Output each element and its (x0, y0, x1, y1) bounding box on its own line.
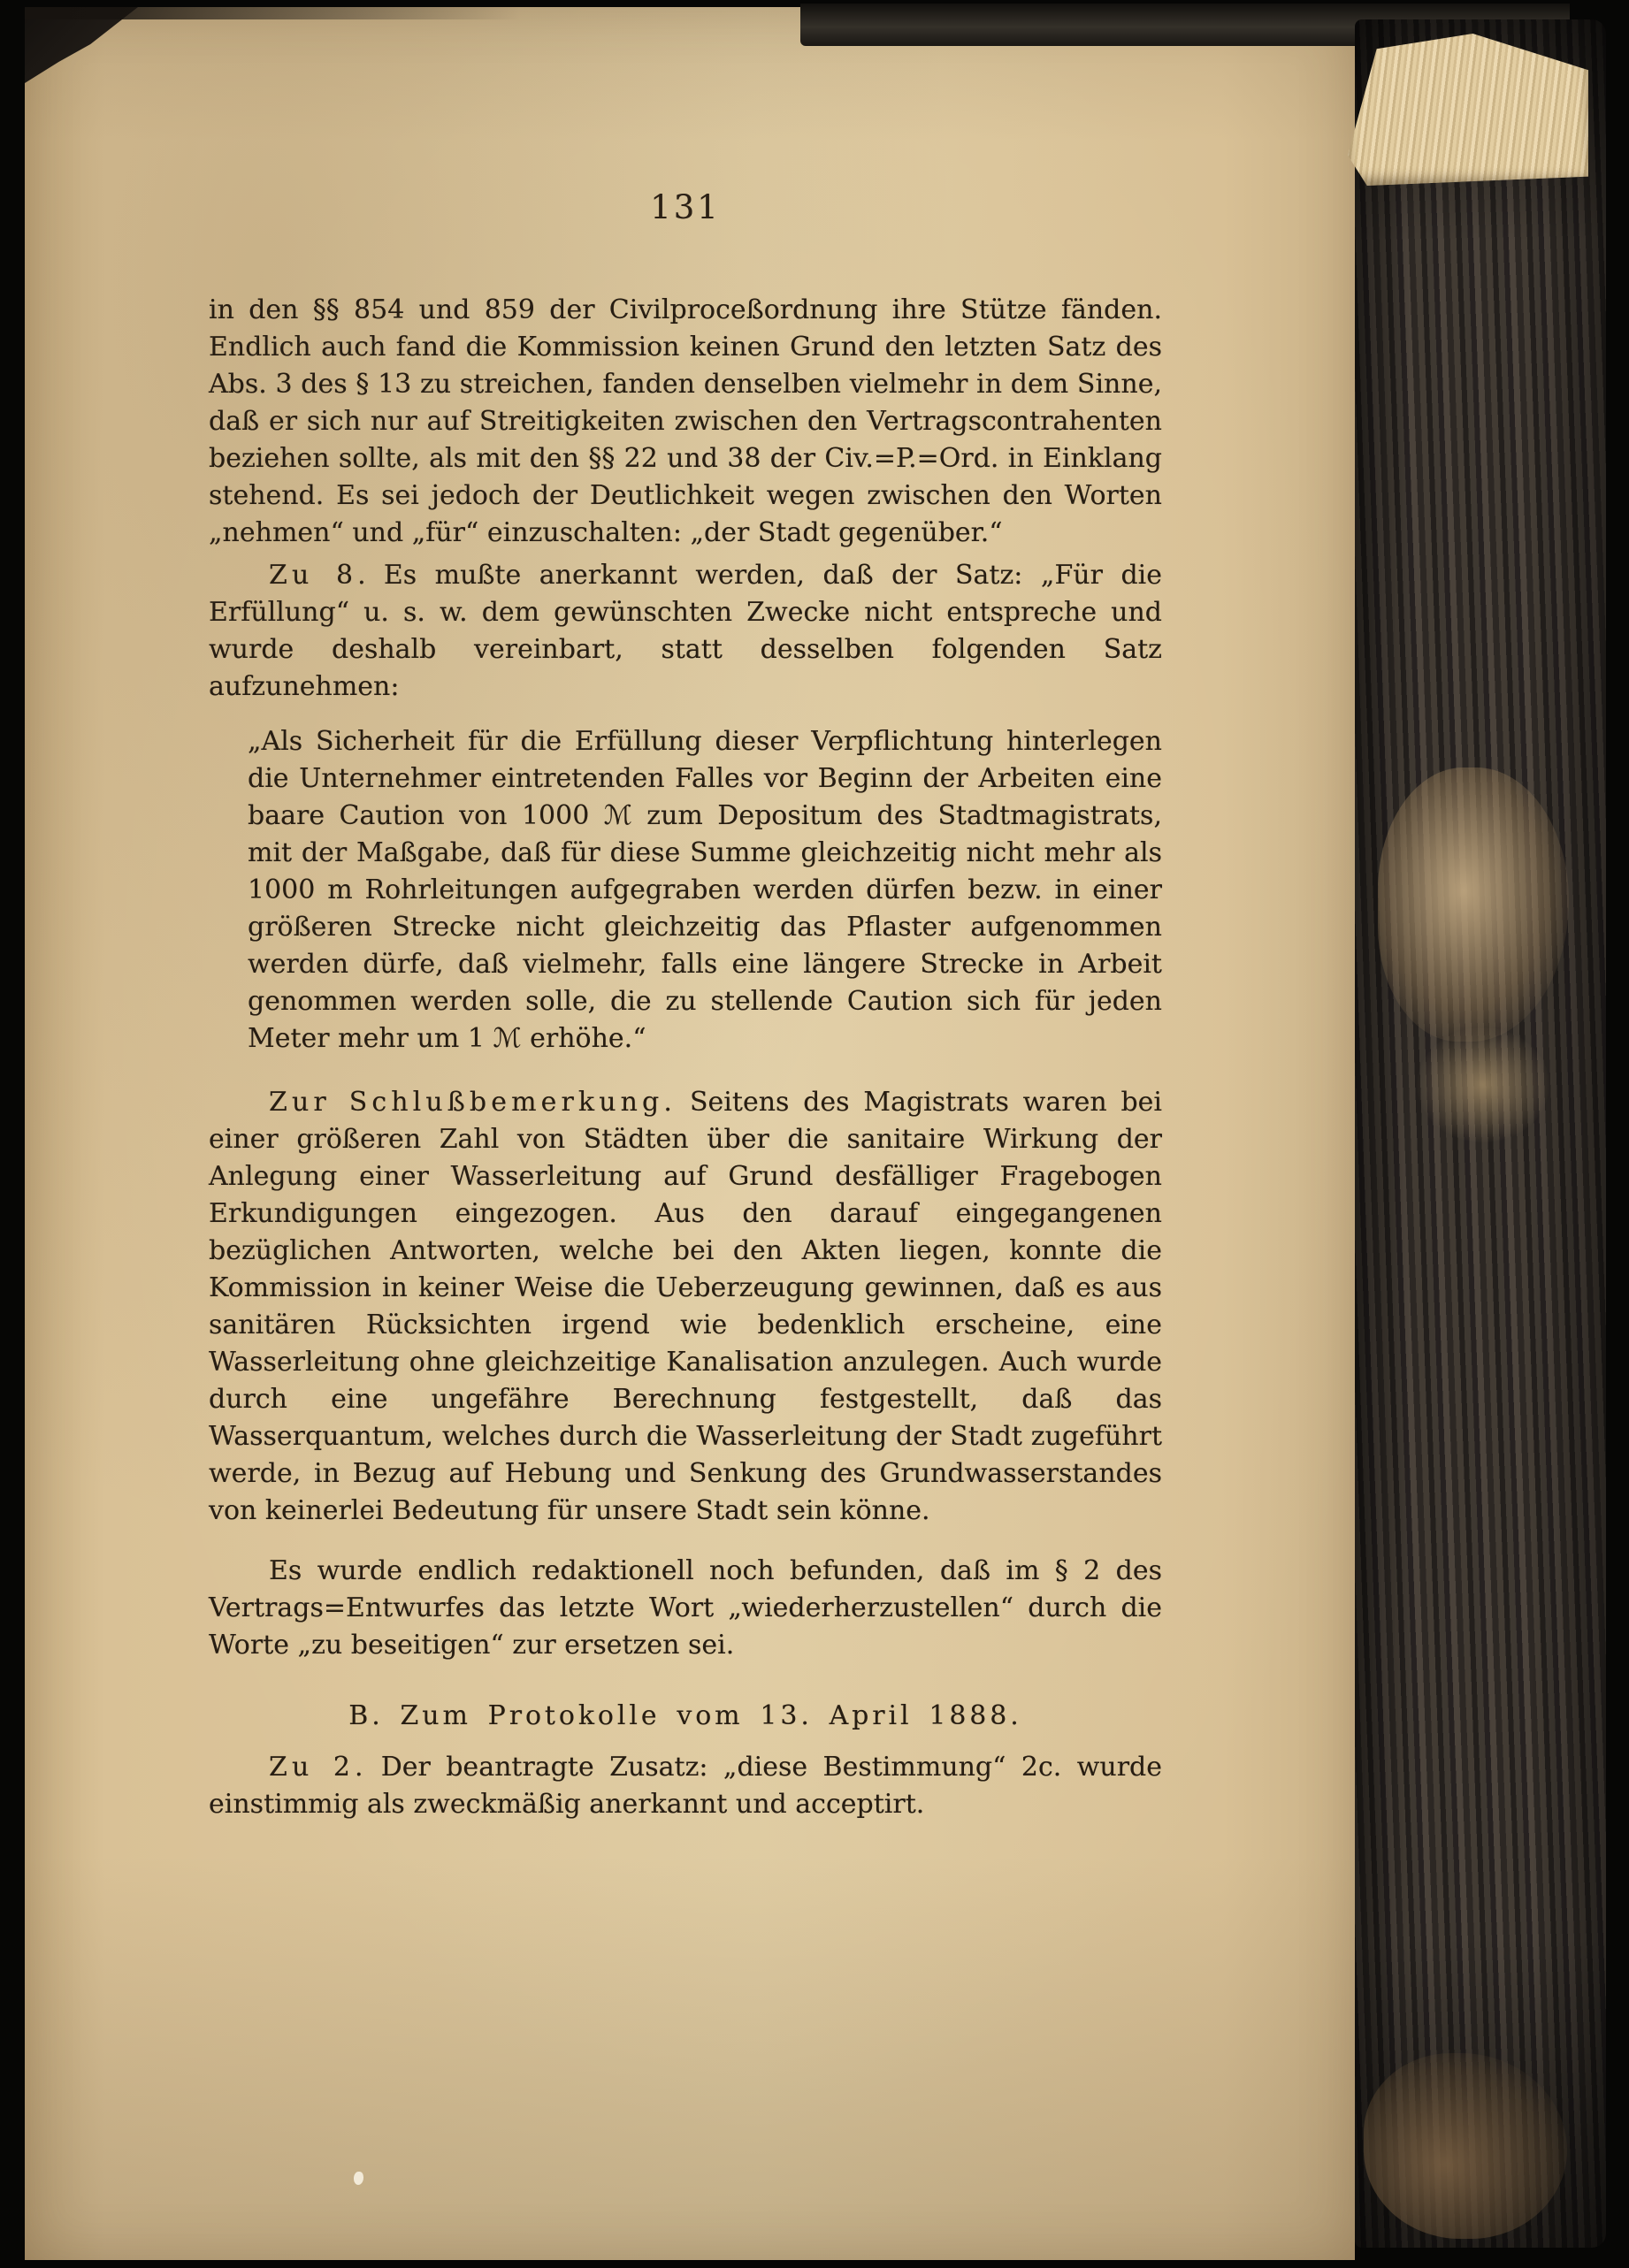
page-corner-tear (25, 7, 138, 95)
quote-block-caution: „Als Sicherheit für die Erfüllung dieser Verpflichtung hinterlegen die Unternehmer eintretenden Falles vor Beginn der Arbeiten eine baare Caution von 1000 ℳ zum Depositum des Stadtmagistrats, mit der Maßgabe, daß für diese Summe gleichzeitig nicht mehr als 1000 m Rohrleitungen aufgegraben werden dürfen bezw. in einer größeren Strecke nicht gleichzeitig das Pflaster aufgenommen werden dürfe, daß vielmehr, falls eine längere Strecke in Arbeit genommen werden solle, die zu stellende Caution sich für jeden Meter mehr um 1 ℳ erhöhe.“ (248, 726, 1162, 1054)
paragraph-zu-8-text: Es mußte anerkannt werden, daß der Satz: „Für die Erfüllung“ u. s. w. dem gewünschten Zwecke nicht entspreche und wurde deshalb vereinbart, statt desselben folgenden Satz aufzunehmen: (209, 560, 1163, 702)
page-number: 131 (650, 188, 721, 226)
paragraph-redaktionell: Es wurde endlich redaktionell noch befunden, daß im § 2 des Vertrags=Entwurfes das letzte Wort „wiederherzustellen“ durch die Worte „zu beseitigen“ zur ersetzen sei. (209, 1555, 1162, 1661)
paragraph-schlussbemerkung-lead: Zur Schlußbemerkung. (269, 1087, 677, 1118)
paragraph-zu-8-lead: Zu 8. (269, 560, 371, 591)
text-column (209, 189, 1162, 1829)
paragraph-zu-8 (209, 557, 1162, 706)
book-page (25, 7, 1355, 2260)
spine-wear-patch (1417, 1027, 1549, 1142)
book-spine (1355, 19, 1606, 2248)
paragraph-schlussbemerkung (209, 1084, 1162, 1530)
paragraph-zu-2-lead: Zu 2. (269, 1752, 368, 1783)
paragraph-zu-2-text: Der beantragte Zusatz: „diese Bestimmung“ 2c. wurde einstimmig als zweckmäßig anerkannt und acceptirt. (209, 1752, 1162, 1820)
page-top-shadow (25, 7, 520, 19)
spine-wear-patch (1364, 2053, 1567, 2239)
paragraph-schlussbemerkung-text: Seitens des Magistrats waren bei einer größeren Zahl von Städten über die sanitaire Wirkung der Anlegung einer Wasserleitung auf Grund desfälliger Fragebogen Erkundigungen eingezogen. Aus den darauf eingegangenen bezüglichen Antworten, welche bei den Akten liegen, konnte die Kommission in keiner Weise die Ueberzeugung gewinnen, daß es aus sanitären Rücksichten irgend wie bedenklich erscheine, eine Wasserleitung ohne gleichzeitige Kanalisation anzulegen. Auch wurde durch eine ungefähre Berechnung festgestellt, daß das Wasserquantum, welches durch die Wasserleitung der Stadt zugeführt werde, in Bezug auf Hebung und Senkung des Grundwasserstandes von keinerlei Bedeutung für unsere Stadt sein könne. (209, 1087, 1163, 1526)
paper-speck (354, 2172, 363, 2185)
section-heading-protokoll: B. Zum Protokolle vom 13. April 1888. (348, 1700, 1022, 1731)
spine-wear-patch (1378, 767, 1569, 1042)
paragraph-zu-2 (209, 1749, 1162, 1823)
paragraph-continuation: in den §§ 854 und 859 der Civilproceßordnung ihre Stütze fänden. Endlich auch fand die Kommission keinen Grund den letzten Satz des Abs. 3 des § 13 zu streichen, fanden denselben vielmehr in dem Sinne, daß er sich nur auf Streitigkeiten zwischen den Vertragscontrahenten beziehen sollte, als mit den §§ 22 und 38 der Civ.=P.=Ord. in Einklang stehend. Es sei jedoch der Deutlichkeit wegen zwischen den Worten „nehmen“ und „für“ einzuschalten: „der Stadt gegenüber.“ (209, 294, 1162, 548)
